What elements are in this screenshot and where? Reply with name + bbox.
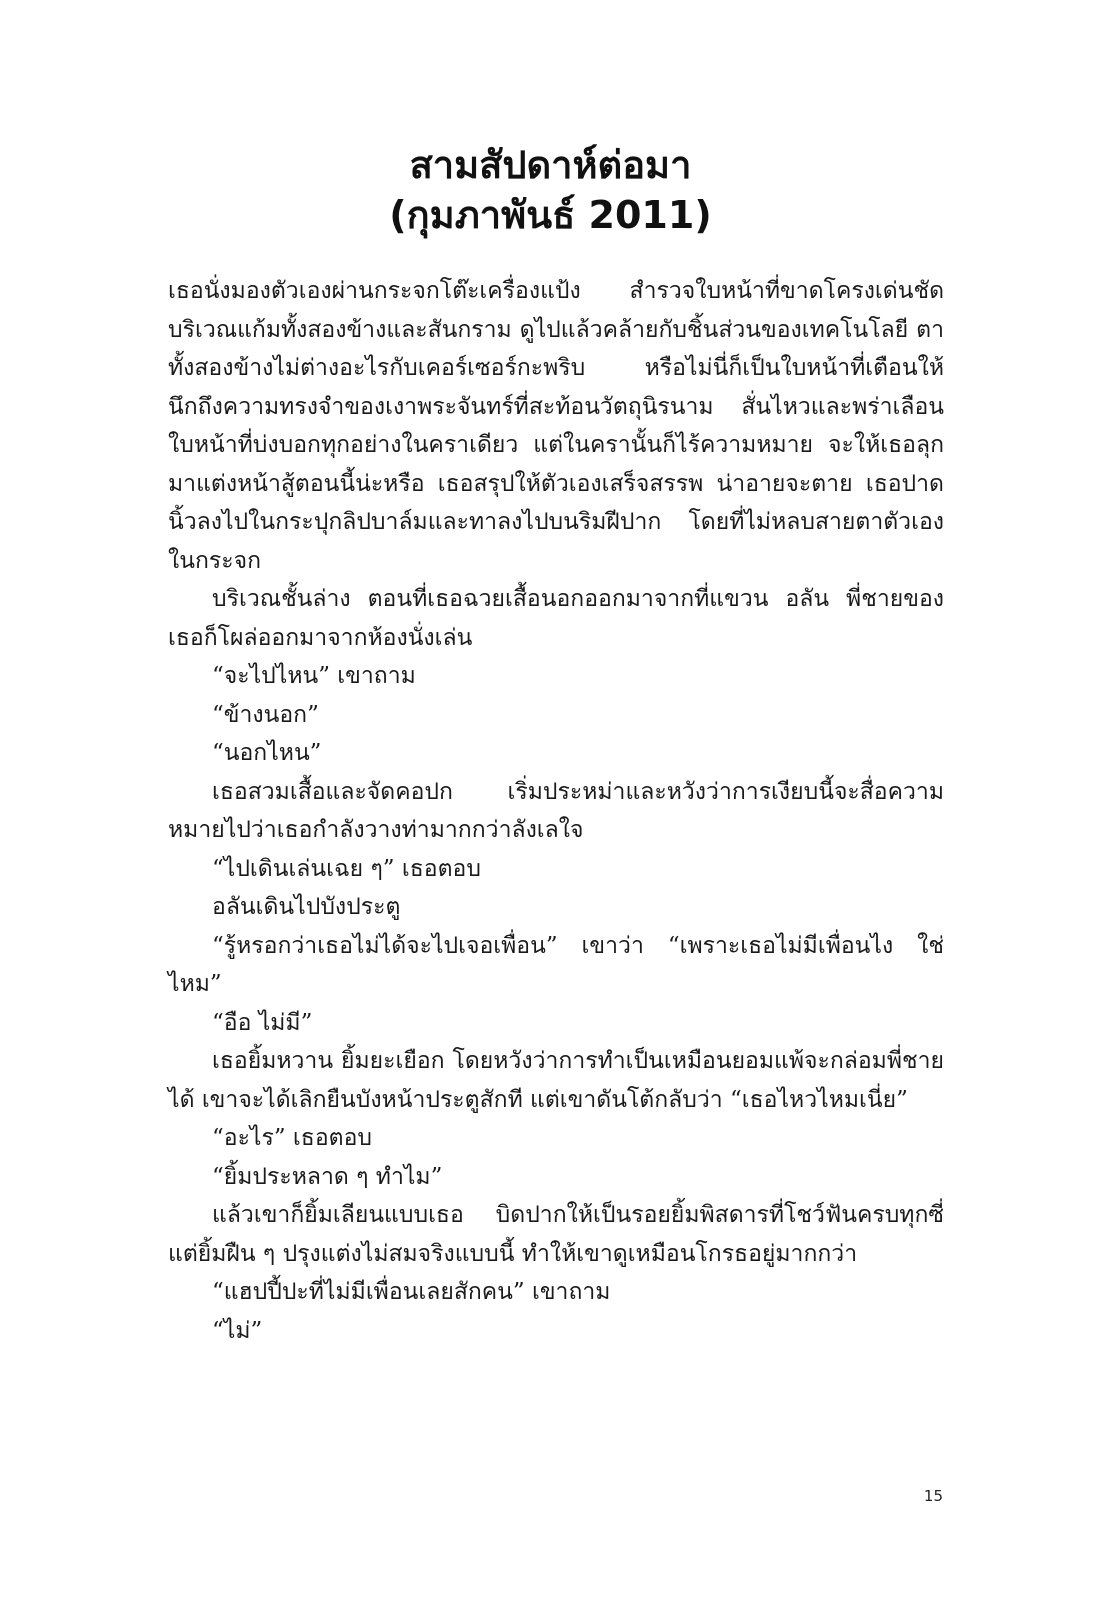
dialogue-line: “อะไร” เธอตอบ <box>212 1125 372 1151</box>
paragraph: บริเวณชั้นล่าง ตอนที่เธอฉวยเสื้อนอกออกมาจากที่แขวน อลัน พี่ชายของเธอก็โผล่ออกมาจากห้องนั่งเล่น <box>168 586 944 651</box>
dialogue-line: “ข้างนอก” <box>212 701 319 728</box>
chapter-title: สามสัปดาห์ต่อมา <box>409 143 692 187</box>
dialogue-line: “นอกไหน” <box>212 740 322 766</box>
dialogue-line: “ไปเดินเล่นเฉย ๆ” เธอตอบ <box>212 855 481 882</box>
paragraph: เธอสวมเสื้อและจัดคอปก เริ่มประหม่าและหวังว่าการเงียบนี้จะสื่อความหมายไปว่าเธอกำลังวางท่ามากกว่าลังเลใจ <box>168 778 944 843</box>
paragraph-opening: เธอนั่งมองตัวเองผ่านกระจกโต๊ะเครื่องแป้ง สำรวจใบหน้าที่ขาดโครงเด่นชัดบริเวณแก้มทั้งสองข้างและสันกราม ดูไปแล้วคล้ายกับชิ้นส่วนของเทคโนโลยี ตาทั้งสองข้างไม่ต่างอะไรกับเคอร์เซอร์กะพริบ หรือไม่นี่ก็เป็นใบหน้าที่เตือนให้นึกถึงความทรงจำของเงาพระจันทร์ที่สะท้อนวัตถุนิรนาม สั่นไหวและพร่าเลือน ใบหน้าที่บ่งบอกทุกอย่างในคราเดียว แต่ในครานั้นก็ไร้ความหมาย จะให้เธอลุกมาแต่งหน้าสู้ตอนนี้น่ะหรือ เธอสรุปให้ตัวเองเสร็จสรรพ น่าอายจะตาย เธอปาดนิ้วลงไปในกระปุกลิปบาล์มและทาลงไปบนริมฝีปาก โดยที่ไม่หลบสายตาตัวเองในกระจก <box>168 278 944 574</box>
paragraph: อลันเดินไปบังประตู <box>212 894 401 920</box>
body-text <box>168 272 944 1350</box>
dialogue-line: “รู้หรอกว่าเธอไม่ได้จะไปเจอเพื่อน” เขาว่า “เพราะเธอไม่มีเพื่อนไง ใช่ไหม” <box>168 932 944 997</box>
page-number: 15 <box>923 1487 943 1505</box>
paragraph: แล้วเขาก็ยิ้มเลียนแบบเธอ บิดปากให้เป็นรอยยิ้มพิสดารที่โชว์ฟันครบทุกซี่ แต่ยิ้มฝืน ๆ ปรุงแต่งไม่สมจริงแบบนี้ ทำให้เขาดูเหมือนโกรธอยู่มากกว่า <box>168 1202 944 1267</box>
dialogue-line: “ไม่” <box>212 1317 263 1344</box>
dialogue-line: “จะไปไหน” เขาถาม <box>212 663 416 689</box>
chapter-heading <box>0 140 1101 240</box>
dialogue-line: “แฮปปี้ปะที่ไม่มีเพื่อนเลยสักคน” เขาถาม <box>212 1279 611 1305</box>
dialogue-line: “อือ ไม่มี” <box>212 1009 313 1036</box>
paragraph: เธอยิ้มหวาน ยิ้มยะเยือก โดยหวังว่าการทำเป็นเหมือนยอมแพ้จะกล่อมพี่ชายได้ เขาจะได้เลิกยืนบังหน้าประตูสักที แต่เขาดันโต้กลับว่า “เธอไหวไหมเนี่ย” <box>168 1048 944 1113</box>
dialogue-line: “ยิ้มประหลาด ๆ ทำไม” <box>212 1163 443 1190</box>
chapter-date: (กุมภาพันธ์ 2011) <box>389 193 712 237</box>
